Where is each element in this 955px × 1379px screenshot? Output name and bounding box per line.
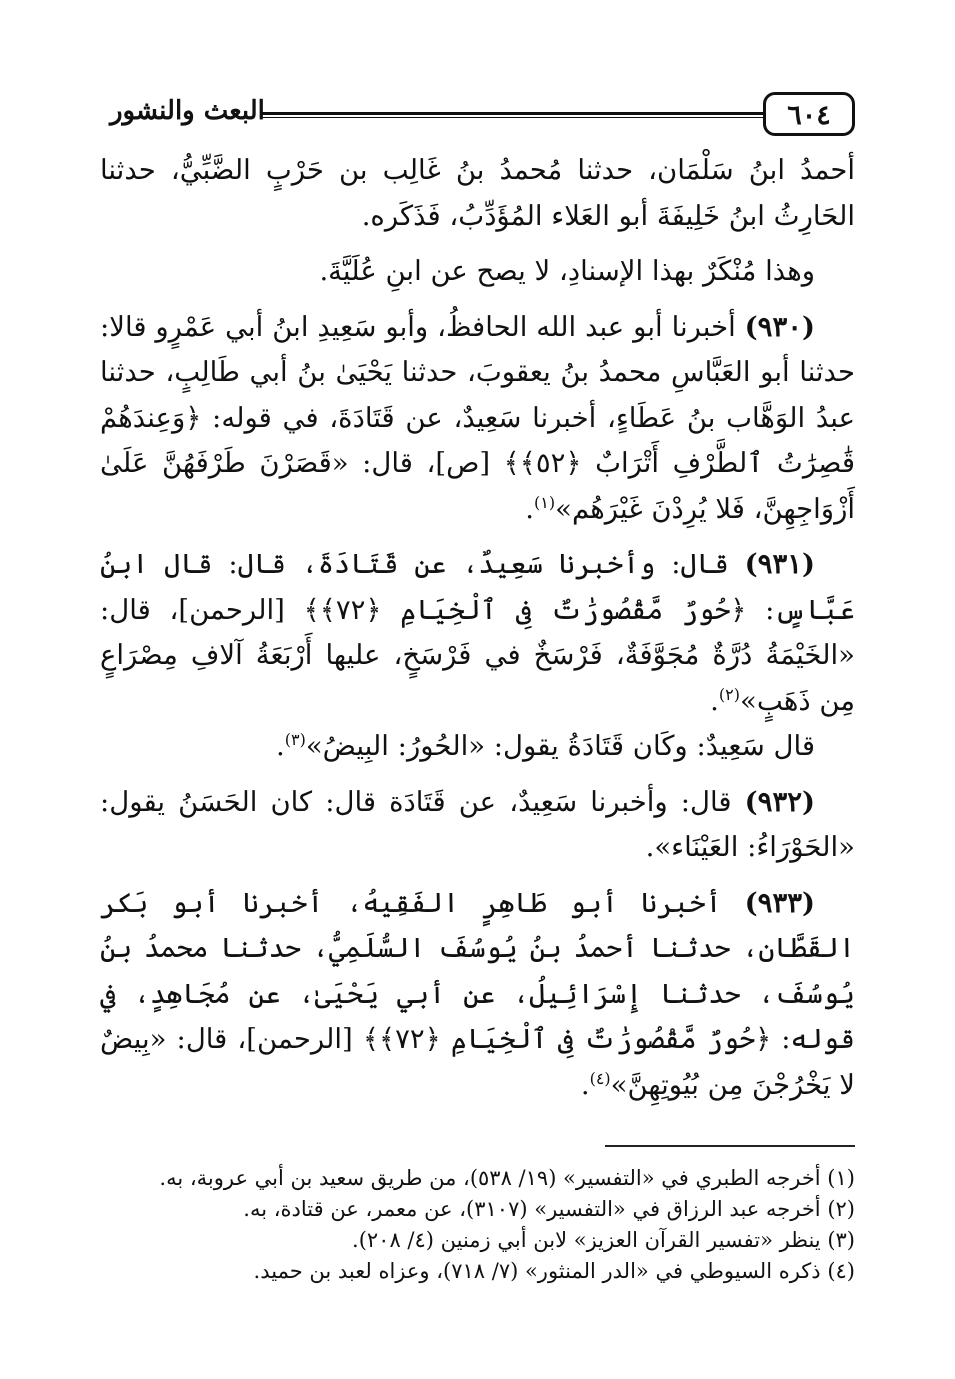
header-divider xyxy=(262,112,765,118)
footnote-ref[interactable]: (٣) xyxy=(284,729,306,749)
paragraph-end: . xyxy=(275,730,285,762)
paragraph-text: قال سَعِيدٌ: وكَان قَتَادَةُ يقول: «الحُورُ: البِيضُ» xyxy=(305,730,815,762)
paragraph-text: أخبرنا أبو عبد الله الحافظُ، وأبو سَعِيدِ ابنُ أبي عَمْرٍو قالا: حدثنا أبو العَبَّاسِ محمدُ بنُ يعقوبَ، حدثنا يَحْيَىٰ بنُ أبي طَالِبٍ، حدثنا عبدُ الوَهَّاب بنُ عَطَاءٍ، أخبرنا سَعِيدٌ، عن قَتَادَةَ، في قوله: ﴿وَعِندَهُمْ قَٰصِرَٰتُ ٱلطَّرْفِ أَتْرَابٌ ﴿٥٢﴾﴾ [ص]، قال: «قَصَرْنَ طَرْفَهُنَّ عَلَىٰ أَزْوَاجِهِنَّ، فَلا يُرِدْنَ غَيْرَهُم» xyxy=(100,310,855,525)
footnote-divider xyxy=(605,1145,855,1147)
paragraph-text: أخبرنا أبو طَاهِرٍ الفَقِيهُ، أخبرنا أبو بَكر القَطَّان، حدثنا أحمدُ بنُ يُوسُفَ السُّلَمِيُّ، حدثنا محمدُ بنُ يُوسُفَ، حدثنا إِسْرَائِيلُ، عن أبي يَحْيَىٰ، عن مُجَاهِدٍ، في قوله: ﴿حُورٌ مَّقْصُورَٰتٌ فِى ٱلْخِيَامِ ﴿٧٢﴾﴾ [الرحمن]، قال: «بِيضٌ لا يَخْرُجْنَ مِن بُيُوتِهِنَّ» xyxy=(100,886,856,1101)
hadith-paragraph xyxy=(100,542,855,724)
hadith-number: (٩٣٠) xyxy=(744,310,815,343)
footnote-ref[interactable]: (١) xyxy=(534,492,556,512)
footnote: (٤) ذكره السيوطي في «الدر المنثور» (٧/ ٧١٨)، وعزاه لعبد بن حميد. xyxy=(253,1259,855,1283)
footnote-ref[interactable]: (٤) xyxy=(589,1068,611,1088)
page-number: ٦٠٤ xyxy=(763,92,855,136)
page-header xyxy=(110,92,855,140)
main-text xyxy=(100,148,855,1108)
paragraph-end: . xyxy=(710,684,719,717)
book-title: البعث والنشور xyxy=(110,96,265,126)
footnote: (٣) ينظر «تفسير القرآن العزيز» لابن أبي زمنين (٤/ ٢٠٨). xyxy=(352,1228,855,1252)
footnotes xyxy=(120,1163,855,1287)
hadith-number: (٩٣١) xyxy=(744,548,815,580)
paragraph xyxy=(100,148,855,239)
paragraph xyxy=(100,249,855,295)
hadith-paragraph xyxy=(100,305,855,533)
hadith-paragraph xyxy=(100,881,855,1109)
footnote: (١) أخرجه الطبري في «التفسير» (١٩/ ٥٣٨)، من طريق سعيد بن أبي عروبة، به. xyxy=(159,1166,855,1190)
paragraph-text: وهذا مُنْكَرٌ بهذا الإسنادِ، لا يصح عن ابنِ عُلَيَّةَ. xyxy=(319,255,815,287)
footnote-ref[interactable]: (٢) xyxy=(718,684,741,704)
paragraph-text: أحمدُ ابنُ سَلْمَان، حدثنا مُحمدُ بنُ غَالِب بن حَرْبٍ الضَّبِّيُّ، حدثنا الحَارِثُ ابنُ خَلِيفَةَ أبو العَلاء المُؤَدِّبُ، فَذَكَره. xyxy=(100,154,855,232)
hadith-paragraph xyxy=(100,780,855,871)
paragraph-text: قال: وأخبرنا سَعِيدٌ، عن قَتَادَةَ، قال: قال ابنُ عَبَّاسٍ: ﴿حُورٌ مَّقْصُورَٰتٌ فِى ٱلْخِيَامِ ﴿٧٢﴾﴾ [الرحمن]، قال: «الخَيْمَةُ دُرَّةٌ مُجَوَّفَةٌ، فَرْسَخٌ في فَرْسَخٍ، عليها أَرْبَعَةُ آلافِ مِصْرَاعٍ مِن ذَهَبٍ» xyxy=(100,548,855,717)
paragraph xyxy=(100,724,855,770)
footnote: (٢) أخرجه عبد الرزاق في «التفسير» (٣١٠٧)، عن معمر، عن قتادة، به. xyxy=(243,1197,855,1221)
hadith-number: (٩٣٣) xyxy=(744,886,815,919)
paragraph-text: قال: وأخبرنا سَعِيدٌ، عن قَتَادَة قال: كان الحَسَنُ يقول: «الحَوْرَاءُ: العَيْنَاء». xyxy=(100,785,855,863)
paragraph-end: . xyxy=(525,492,535,525)
paragraph-end: . xyxy=(580,1068,590,1101)
hadith-number: (٩٣٢) xyxy=(744,785,815,818)
